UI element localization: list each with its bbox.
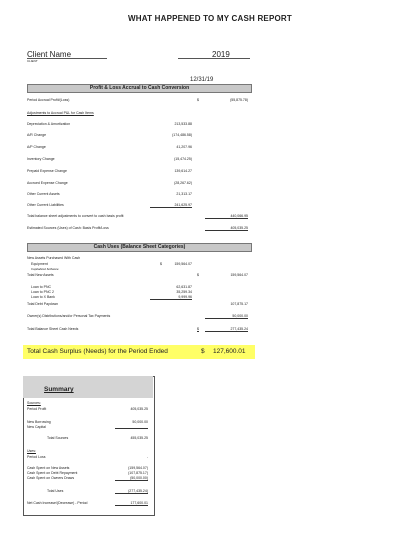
estimated-sources-label: Estimated Sources (Uses) of Cash: Basis Profit/Loss bbox=[27, 226, 109, 230]
period-income-value: (55,875.78) bbox=[230, 98, 248, 102]
period-date: 12/31/19 bbox=[190, 77, 214, 83]
period-loss-value: - bbox=[146, 455, 148, 459]
period-profit-value: 405,035.25 bbox=[130, 407, 148, 411]
total-debt-value: 107,875.17 bbox=[230, 302, 248, 306]
net-cash-label: Net Cash Increase/(Decrease) - Period bbox=[27, 501, 88, 505]
adj-label: Other Current Liabilities bbox=[27, 203, 64, 207]
total-surplus-label: Total Cash Surplus (Needs) for the Period Ended bbox=[27, 348, 168, 355]
loan-label: Loan to PNC 2 bbox=[31, 290, 54, 294]
total-bs-needs-label: Total Balance Sheet Cash Needs bbox=[27, 327, 79, 331]
sources-subtotal-rule bbox=[115, 428, 148, 429]
adj-label: Accrued Expense Change bbox=[27, 181, 68, 185]
loan-value: 35,259.34 bbox=[176, 290, 192, 294]
period-income-label: Period Accrual Profit/(Loss) bbox=[27, 98, 70, 102]
adj-label: A/R Change bbox=[27, 133, 47, 137]
total-assets-value: 159,564.07 bbox=[230, 273, 248, 277]
estimated-sources-value: 405,035.25 bbox=[205, 226, 248, 231]
total-bs-needs-dollar: $ bbox=[197, 327, 199, 331]
new-borrowing-label: New Borrowing bbox=[27, 420, 51, 424]
client-name: Client Name bbox=[27, 50, 72, 59]
total-uses-value: (277,435.24) bbox=[115, 489, 148, 494]
adj-value: 41,207.96 bbox=[176, 145, 192, 149]
loan-label: Loan to X Bank bbox=[31, 295, 55, 299]
total-uses-label: Total Uses bbox=[47, 489, 64, 493]
loan-value: 9,999.96 bbox=[150, 295, 192, 300]
total-surplus-dollar: $ bbox=[201, 348, 205, 355]
use-value: (107,875.17) bbox=[128, 471, 148, 475]
adj-value: 21,313.17 bbox=[176, 192, 192, 196]
pl-section-header: Profit & Loss Accrual to Cash Conversion bbox=[27, 84, 252, 93]
new-borrowing-value: 50,000.00 bbox=[132, 420, 148, 424]
client-caption: CLIENT bbox=[27, 59, 38, 63]
owner-distributions-label: Owner(s) Distributions/and/or Personal Tax Payments bbox=[27, 314, 111, 318]
equipment-value: 159,564.07 bbox=[174, 262, 192, 266]
sources-heading: Sources: bbox=[27, 401, 41, 405]
total-sources-value: 455,035.25 bbox=[130, 436, 148, 440]
owner-distributions-value: 50,000.00 bbox=[205, 314, 248, 319]
summary-header-band bbox=[23, 376, 153, 398]
total-assets-label: Total New Assets bbox=[27, 273, 54, 277]
uses-heading: Uses: bbox=[27, 449, 36, 453]
equipment-label: Equipment bbox=[31, 262, 48, 266]
adj-label: Depreciation & Amortization bbox=[27, 122, 71, 126]
report-title: WHAT HAPPENED TO MY CASH REPORT bbox=[128, 14, 292, 23]
loan-value: 62,631.87 bbox=[176, 285, 192, 289]
total-sources-label: Total Sources bbox=[47, 436, 69, 440]
total-bs-needs-value: 277,435.24 bbox=[205, 327, 248, 332]
loan-label: Loan to PNC bbox=[31, 285, 52, 289]
use-value: (159,564.07) bbox=[128, 466, 148, 470]
total-adjustments-value: 440,066.95 bbox=[205, 214, 248, 219]
adj-label: Prepaid Expense Change bbox=[27, 169, 67, 173]
adj-value: 213,533.88 bbox=[174, 122, 192, 126]
adj-label: A/P Change bbox=[27, 145, 46, 149]
period-profit-label: Period Profit bbox=[27, 407, 47, 411]
total-debt-label: Total Debt Paydown bbox=[27, 302, 59, 306]
adj-value: (174,486.58) bbox=[172, 133, 192, 137]
adjustments-heading: Adjustments to Accrual P&L for Cash Items bbox=[27, 111, 94, 115]
total-surplus-value: 127,600.01 bbox=[213, 348, 246, 355]
software-label: Capitalized Software bbox=[31, 267, 59, 271]
adj-value: (15,474.25) bbox=[174, 157, 192, 161]
adj-label: Other Current Assets bbox=[27, 192, 60, 196]
new-capital-label: New Capital bbox=[27, 425, 46, 429]
adj-label: Inventory Change bbox=[27, 157, 55, 161]
adj-value: (28,267.62) bbox=[174, 181, 192, 185]
adj-value: 139,614.27 bbox=[174, 169, 192, 173]
net-cash-value: 177,600.01 bbox=[115, 501, 148, 506]
use-label: Cash Spent on Owners Draws bbox=[27, 476, 75, 480]
total-adjustments-label: Total balance sheet adjustments to convert to cash basis profit bbox=[27, 214, 124, 218]
summary-title: Summary bbox=[44, 386, 74, 393]
use-label: Cash Spent on New Assets bbox=[27, 466, 70, 470]
report-year: 2019 bbox=[212, 50, 230, 59]
client-underline bbox=[27, 58, 107, 59]
period-income-dollar: $ bbox=[197, 98, 199, 102]
adj-value: 241,625.97 bbox=[150, 203, 192, 208]
use-value: (50,000.00) bbox=[115, 476, 148, 481]
year-underline bbox=[178, 58, 250, 59]
period-loss-label: Period Loss bbox=[27, 455, 46, 459]
assets-heading: New Assets Purchased With Cash bbox=[27, 256, 81, 260]
cash-uses-section-header: Cash Uses (Balance Sheet Categories) bbox=[27, 243, 252, 252]
total-assets-dollar: $ bbox=[197, 273, 199, 277]
equipment-dollar: $ bbox=[160, 262, 162, 266]
use-label: Cash Spent on Debt Repayment bbox=[27, 471, 78, 475]
